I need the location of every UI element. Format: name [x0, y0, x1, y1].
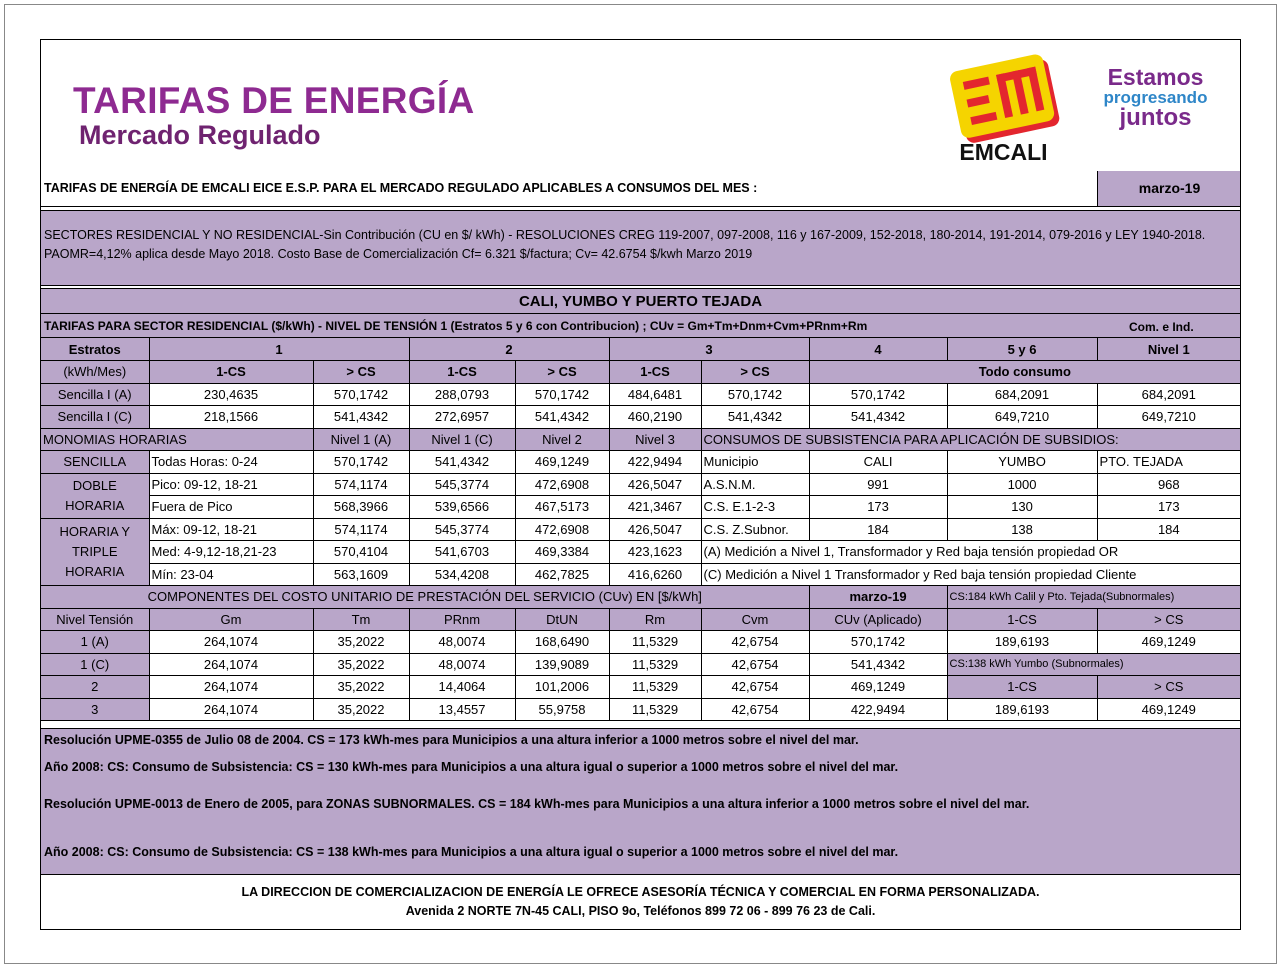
value-cell: 189,6193 [947, 631, 1097, 654]
value-cell: 545,3774 [409, 473, 515, 496]
value-cell: 574,1174 [313, 518, 409, 541]
value-cell: 184 [809, 518, 947, 541]
value-cell: 48,0074 [409, 653, 515, 676]
value-cell: 264,1074 [149, 631, 313, 654]
header-cell: Nivel 1 (C) [409, 428, 515, 451]
header-cell: Todo consumo [809, 361, 1240, 384]
row-label: C.S. E.1-2-3 [701, 496, 809, 519]
row-label: Sencilla I (A) [41, 383, 149, 406]
header-cell: > CS [313, 361, 409, 384]
value-cell: 426,5047 [609, 473, 701, 496]
city-heading: CALI, YUMBO Y PUERTO TEJADA [41, 289, 1240, 314]
residential-title: TARIFAS PARA SECTOR RESIDENCIAL ($/kWh) - NIVEL DE TENSIÓN 1 (Estratos 5 y 6 con Contribucion) ; CUv = Gm+Tm+Dnm+Cvm+PRnm+Rm [44, 319, 868, 333]
value-cell: 426,5047 [609, 518, 701, 541]
value-cell: 11,5329 [609, 631, 701, 654]
header-cell: Nivel 1 [1097, 338, 1240, 361]
value-cell: 570,1742 [701, 383, 809, 406]
value-cell: 541,4342 [409, 451, 515, 474]
note-a: (A) Medición a Nivel 1, Transformador y Red baja tensión propiedad OR [701, 541, 1240, 564]
header-cell: 1-CS [947, 676, 1097, 699]
value-cell: 462,7825 [515, 563, 609, 586]
subnormal-yumbo-title: CS:138 kWh Yumbo (Subnormales) [947, 653, 1240, 676]
group-label [41, 473, 149, 518]
note-c: (C) Medición a Nivel 1 Transformador y Red baja tensión propiedad Cliente [701, 563, 1240, 586]
header [41, 40, 1240, 172]
value-cell: 173 [809, 496, 947, 519]
header-cell: Nivel 2 [515, 428, 609, 451]
value-cell: 264,1074 [149, 676, 313, 699]
row-label: Pico: 09-12, 18-21 [149, 473, 313, 496]
table-row [41, 586, 1240, 609]
row-label: 2 [41, 676, 149, 699]
header-cell: Cvm [701, 608, 809, 631]
group-label: SENCILLA [41, 451, 149, 474]
header-cell: 2 [409, 338, 609, 361]
slogan [1093, 66, 1218, 130]
value-cell: 570,1742 [809, 631, 947, 654]
value-cell: PTO. TEJADA [1097, 451, 1240, 474]
row-label: 1 (C) [41, 653, 149, 676]
monomias-title: MONOMIAS HORARIAS [41, 428, 313, 451]
value-cell: 42,6754 [701, 676, 809, 699]
header-cell: 1-CS [609, 361, 701, 384]
value-cell: 55,9758 [515, 698, 609, 721]
header-cell: > CS [1097, 608, 1240, 631]
group-label-line: HORARIA Y [59, 523, 131, 539]
intro-label: TARIFAS DE ENERGÍA DE EMCALI EICE E.S.P. PARA EL MERCADO REGULADO APLICABLES A CONSUMOS DEL MES : [44, 181, 758, 195]
row-label: Todas Horas: 0-24 [149, 451, 313, 474]
row-label: Med: 4-9,12-18,21-23 [149, 541, 313, 564]
footer-line-1: LA DIRECCION DE COMERCIALIZACION DE ENERGÍA LE OFRECE ASESORÍA TÉCNICA Y COMERCIAL EN FORMA PERSONALIZADA. [241, 885, 1040, 899]
header-cell: Nivel 1 (A) [313, 428, 409, 451]
value-cell: 422,9494 [809, 698, 947, 721]
value-cell: 14,4064 [409, 676, 515, 699]
note-line: Resolución UPME-0355 de Julio 08 de 2004. CS = 173 kWh-mes para Municipios a una altura inferior a 1000 metros sobre el nivel del mar. [44, 733, 859, 747]
value-cell: 1000 [947, 473, 1097, 496]
footer [41, 876, 1240, 929]
components-month: marzo-19 [809, 586, 947, 609]
header-cell: > CS [515, 361, 609, 384]
row-label: 1 (A) [41, 631, 149, 654]
table-row [41, 541, 1240, 564]
value-cell: 422,9494 [609, 451, 701, 474]
value-cell: 991 [809, 473, 947, 496]
group-label-line: TRIPLE [71, 543, 118, 559]
value-cell: 460,2190 [609, 406, 701, 429]
value-cell: 423,1623 [609, 541, 701, 564]
value-cell: 168,6490 [515, 631, 609, 654]
row-label: Sencilla I (C) [41, 406, 149, 429]
intro-row [41, 171, 1240, 207]
value-cell: 472,6908 [515, 518, 609, 541]
subsidios-title: CONSUMOS DE SUBSISTENCIA PARA APLICACIÓN DE SUBSIDIOS: [701, 428, 1240, 451]
value-cell: 570,4104 [313, 541, 409, 564]
value-cell: YUMBO [947, 451, 1097, 474]
value-cell: 469,3384 [515, 541, 609, 564]
table-row [41, 563, 1240, 586]
page-title: TARIFAS DE ENERGÍA [73, 80, 475, 121]
value-cell: 568,3966 [313, 496, 409, 519]
table-row [41, 338, 1240, 361]
value-cell: 545,3774 [409, 518, 515, 541]
tariff-sheet [40, 39, 1241, 930]
value-cell: 469,1249 [1097, 631, 1240, 654]
value-cell: 130 [947, 496, 1097, 519]
value-cell: 541,4342 [701, 406, 809, 429]
value-cell: 11,5329 [609, 676, 701, 699]
header-cell: Rm [609, 608, 701, 631]
value-cell: 469,1249 [809, 676, 947, 699]
table-row [41, 361, 1240, 384]
value-cell: 288,0793 [409, 383, 515, 406]
value-cell: 416,6260 [609, 563, 701, 586]
header-cell: 1-CS [149, 361, 313, 384]
table-row [41, 653, 1240, 676]
value-cell: 189,6193 [947, 698, 1097, 721]
sectors-text: SECTORES RESIDENCIAL Y NO RESIDENCIAL-Sin Contribución (CU en $/ kWh) - RESOLUCIONES CREG 119-2007, 097-2008, 116 y 167-2009, 152-2018, 180-2014, 191-2014, 079-2016 y LEY 1940-2018. PAOMR=4,12% aplica desde Mayo 2018. Costo Base de Comercialización Cf= 6.321 $/factura; Cv= 42.6754 $/kwh Marzo 2019 [44, 228, 1206, 261]
value-cell: 570,1742 [515, 383, 609, 406]
value-cell: 570,1742 [809, 383, 947, 406]
table-row [41, 676, 1240, 699]
table-row [41, 496, 1240, 519]
value-cell: 173 [1097, 496, 1240, 519]
tariff-table [41, 338, 1240, 721]
table-row [41, 631, 1240, 654]
header-cell: > CS [701, 361, 809, 384]
value-cell: 541,6703 [409, 541, 515, 564]
value-cell: 541,4342 [809, 406, 947, 429]
table-row [41, 428, 1240, 451]
value-cell: 541,4342 [515, 406, 609, 429]
value-cell: 35,2022 [313, 653, 409, 676]
intro-month: marzo-19 [1097, 171, 1241, 206]
slogan-line-3: juntos [1119, 104, 1192, 131]
value-cell: 101,2006 [515, 676, 609, 699]
sectors-row [41, 211, 1240, 286]
header-cell: 3 [609, 338, 809, 361]
residential-heading-row [41, 314, 1240, 338]
header-cell: (kWh/Mes) [41, 361, 149, 384]
value-cell: 42,6754 [701, 698, 809, 721]
header-cell: CUv (Aplicado) [809, 608, 947, 631]
value-cell: 968 [1097, 473, 1240, 496]
group-label-line: DOBLE [72, 477, 117, 493]
value-cell: 484,6481 [609, 383, 701, 406]
header-cell: Nivel 3 [609, 428, 701, 451]
table-row [41, 451, 1240, 474]
value-cell: 11,5329 [609, 653, 701, 676]
value-cell: 264,1074 [149, 653, 313, 676]
value-cell: 539,6566 [409, 496, 515, 519]
value-cell: 11,5329 [609, 698, 701, 721]
value-cell: 649,7210 [1097, 406, 1240, 429]
note-line: Año 2008: CS: Consumo de Subsistencia: CS = 130 kWh-mes para Municipios a una altura igual o superior a 1000 metros sobre el nivel del mar. [44, 760, 899, 774]
table-row [41, 406, 1240, 429]
value-cell: 272,6957 [409, 406, 515, 429]
value-cell: 421,3467 [609, 496, 701, 519]
header-cell: Estratos [41, 338, 149, 361]
value-cell: 264,1074 [149, 698, 313, 721]
header-cell: 5 y 6 [947, 338, 1097, 361]
value-cell: 472,6908 [515, 473, 609, 496]
header-cell: DtUN [515, 608, 609, 631]
com-ind-label: Com. e Ind. [1129, 320, 1194, 334]
value-cell: 541,4342 [313, 406, 409, 429]
value-cell: 230,4635 [149, 383, 313, 406]
emcali-logo-text: EMCALI [959, 139, 1048, 165]
header-cell: 1 [149, 338, 409, 361]
table-row [41, 473, 1240, 496]
value-cell: 13,4557 [409, 698, 515, 721]
value-cell: 684,2091 [1097, 383, 1240, 406]
footer-address: Avenida 2 NORTE 7N-45 CALI, PISO 9o, Teléfonos 899 72 06 - 899 76 23 de Cali. [405, 904, 876, 918]
slogan-line-1: Estamos [1107, 64, 1204, 90]
row-label: Mín: 23-04 [149, 563, 313, 586]
row-label: Fuera de Pico [149, 496, 313, 519]
value-cell: 684,2091 [947, 383, 1097, 406]
note-line: Año 2008: CS: Consumo de Subsistencia: CS = 138 kWh-mes para Municipios a una altura igual o superior a 1000 metros sobre el nivel del mar. [44, 845, 899, 859]
table-row [41, 383, 1240, 406]
value-cell: 534,4208 [409, 563, 515, 586]
value-cell: 139,9089 [515, 653, 609, 676]
value-cell: 469,1249 [1097, 698, 1240, 721]
header-cell: Gm [149, 608, 313, 631]
page-subtitle: Mercado Regulado [79, 120, 321, 150]
row-label: C.S. Z.Subnor. [701, 518, 809, 541]
table-row [41, 698, 1240, 721]
header-cell: 4 [809, 338, 947, 361]
value-cell: CALI [809, 451, 947, 474]
header-cell: Nivel Tensión [41, 608, 149, 631]
group-label-line: HORARIA [65, 563, 125, 579]
value-cell: 48,0074 [409, 631, 515, 654]
value-cell: 42,6754 [701, 631, 809, 654]
value-cell: 42,6754 [701, 653, 809, 676]
note-line: Resolución UPME-0013 de Enero de 2005, para ZONAS SUBNORMALES. CS = 184 kWh-mes para Municipios a una altura inferior a 1000 metros sobre el nivel del mar. [44, 797, 1030, 811]
value-cell: 184 [1097, 518, 1240, 541]
components-title: COMPONENTES DEL COSTO UNITARIO DE PRESTACIÓN DEL SERVICIO (CUv) EN [$/kWh] [41, 586, 809, 609]
row-label: Máx: 09-12, 18-21 [149, 518, 313, 541]
value-cell: 649,7210 [947, 406, 1097, 429]
value-cell: 563,1609 [313, 563, 409, 586]
value-cell: 35,2022 [313, 631, 409, 654]
notes-section [41, 728, 1240, 875]
value-cell: 218,1566 [149, 406, 313, 429]
table-row [41, 518, 1240, 541]
group-label [41, 518, 149, 586]
value-cell: 35,2022 [313, 698, 409, 721]
header-cell: 1-CS [409, 361, 515, 384]
value-cell: 138 [947, 518, 1097, 541]
value-cell: 570,1742 [313, 451, 409, 474]
value-cell: 35,2022 [313, 676, 409, 699]
header-cell: > CS [1097, 676, 1240, 699]
group-label-line: HORARIA [65, 497, 125, 513]
row-label: 3 [41, 698, 149, 721]
slogan-line-2: progresando [1103, 88, 1208, 107]
subnormal-cali-title: CS:184 kWh Calil y Pto. Tejada(Subnormales) [947, 586, 1240, 609]
value-cell: 467,5173 [515, 496, 609, 519]
row-label: A.S.N.M. [701, 473, 809, 496]
value-cell: 570,1742 [313, 383, 409, 406]
value-cell: 541,4342 [809, 653, 947, 676]
value-cell: 469,1249 [515, 451, 609, 474]
header-cell: Tm [313, 608, 409, 631]
header-cell: 1-CS [947, 608, 1097, 631]
row-label: Municipio [701, 451, 809, 474]
header-cell: PRnm [409, 608, 515, 631]
value-cell: 574,1174 [313, 473, 409, 496]
table-row [41, 608, 1240, 631]
